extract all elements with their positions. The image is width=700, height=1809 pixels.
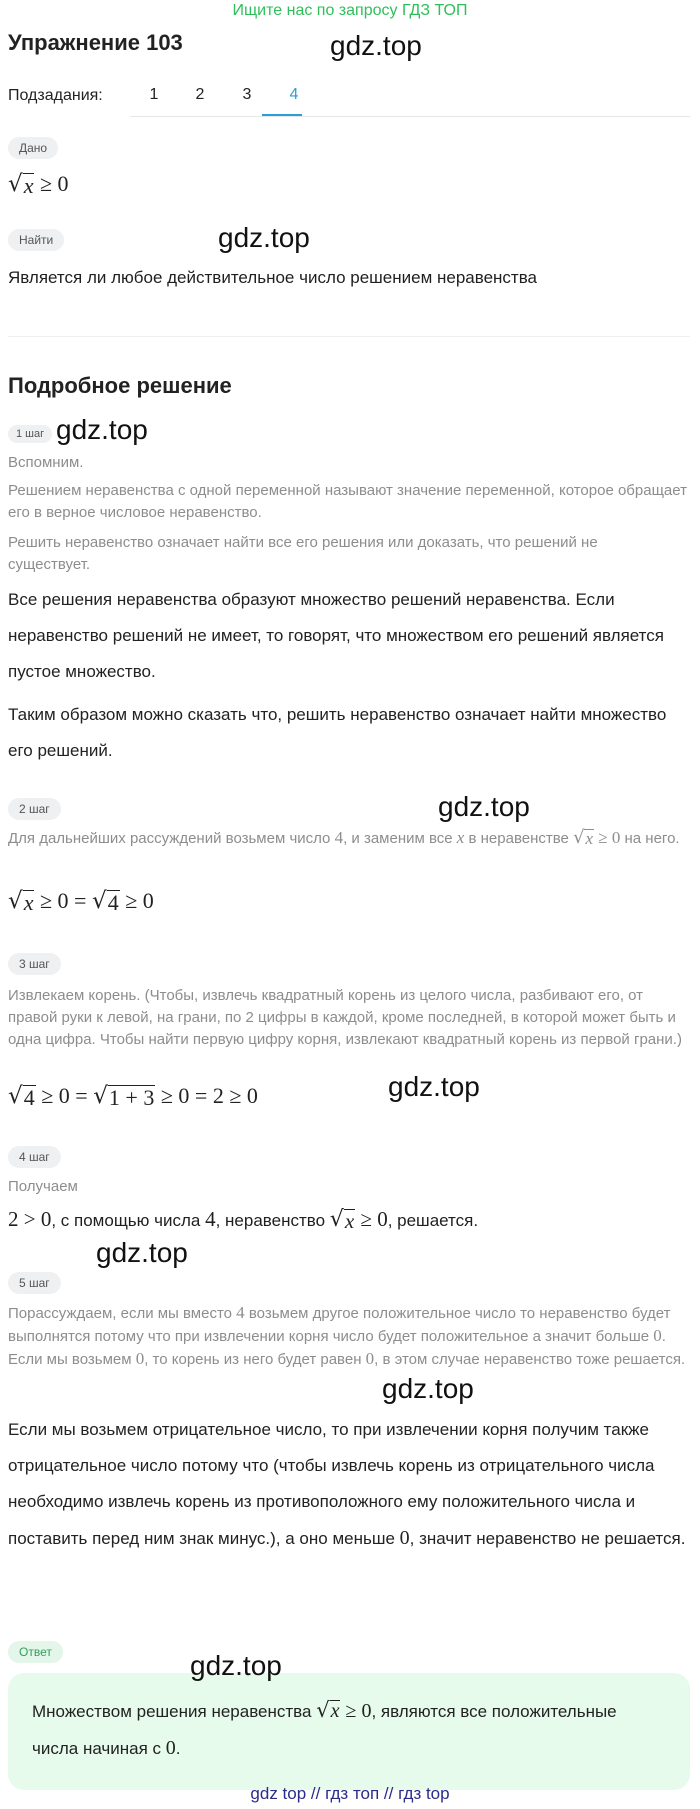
footer-links: gdz top // гдз топ // гдз top [250, 1784, 450, 1803]
step-2-badge: 2 шаг [8, 798, 61, 820]
step-5-paragraph: Если мы возьмем отрицательное число, то при извлечении корня получим также отрицательное число потому что (чтобы извлечь корень из отрицательного числа необходимо извлечь корень из противоположного ему положительного числа и поставить перед ним знак минус.), а оно меньше 0, значит неравенство не решается. [8, 1420, 686, 1549]
search-banner: Ищите нас по запросу ГДЗ ТОП [232, 2, 468, 19]
step-1-definition-2: Решить неравенство означает найти все его решения или доказать, что решений не существует. [8, 534, 598, 573]
find-text: Является ли любое действительное число решением неравенства [8, 268, 538, 287]
answer-badge: Ответ [8, 1641, 63, 1663]
watermark: gdz.top [382, 1373, 474, 1404]
step-3-badge: 3 шаг [8, 953, 61, 975]
active-tab-indicator [262, 114, 302, 116]
subtask-tabs [130, 80, 690, 117]
step-2-formula: √ x ≥ 0 = √ 4 ≥ 0 [8, 888, 154, 915]
watermark: gdz.top [96, 1237, 188, 1268]
page-title: Упражнение 103 [8, 30, 183, 55]
tab-subtask-3[interactable]: 3 [242, 86, 252, 103]
step-1-paragraph-1: Все решения неравенства образуют множество решений неравенства. Если неравенство решений не имеет, то говорят, что множеством его решений является пустое множество. [8, 590, 664, 681]
step-1-paragraph-2: Таким образом можно сказать что, решить неравенство означает найти множество его решений. [8, 705, 667, 760]
step-1-definition-1: Решением неравенства с одной переменной называют значение переменной, которое обращает его в верное числовое неравенство. [8, 482, 687, 521]
watermark: gdz.top [438, 791, 530, 822]
tab-subtask-1[interactable]: 1 [149, 86, 159, 103]
step-3-formula: √ 4 ≥ 0 = √ 1 + 3 ≥ 0 = 2 ≥ 0 [8, 1083, 258, 1110]
step-5-badge: 5 шаг [8, 1272, 61, 1294]
solution-title: Подробное решение [8, 373, 232, 398]
step-3-text: Извлекаем корень. (Чтобы, извлечь квадратный корень из целого числа, разбивают его, от правой руки к левой, на грани, по 2 цифры в каждой, кроме последней, в которой может быть и одна цифра. Чтобы найти первую цифру корня, извлекают квадратный корень из первой грани.) [8, 987, 682, 1048]
watermark: gdz.top [218, 222, 310, 253]
tab-subtask-2[interactable]: 2 [195, 86, 205, 103]
step-1-badge: 1 шаг [8, 424, 52, 443]
answer-text: Множеством решения неравенства √ x ≥ 0, являются все положительные числа начиная с 0. [32, 1698, 617, 1759]
answer-box [8, 1673, 690, 1790]
step-4-badge: 4 шаг [8, 1146, 61, 1168]
step-4-got: Получаем [8, 1178, 78, 1195]
divider [8, 336, 690, 337]
watermark: gdz.top [388, 1071, 480, 1102]
subtasks-label: Подзадания: [8, 87, 103, 104]
step-5-reasoning: Порассуждаем, если мы вместо 4 возьмем другое положительное число то неравенство будет выполнятся потому что при извлечении корня число будет положительное а значит больше 0. Если мы возьмем 0, то корень из него будет равен 0, в этом случае неравенство тоже решается. [8, 1303, 686, 1368]
step-1-recall: Вспомним. [8, 454, 84, 471]
step-4-result: 2 > 0, с помощью числа 4, неравенство √ x ≥ 0, решается. [8, 1207, 479, 1233]
given-badge: Дано [8, 137, 58, 159]
step-2-text: Для дальнейших рассуждений возьмем число 4, и заменим все x в неравенстве √ x ≥ 0 на него. [8, 827, 680, 848]
tab-subtask-4[interactable]: 4 [289, 86, 299, 103]
given-expression: √ x ≥ 0 [8, 171, 69, 198]
watermark: gdz.top [190, 1650, 282, 1681]
watermark: gdz.top [56, 414, 148, 445]
find-badge: Найти [8, 229, 64, 251]
watermark: gdz.top [330, 30, 422, 61]
